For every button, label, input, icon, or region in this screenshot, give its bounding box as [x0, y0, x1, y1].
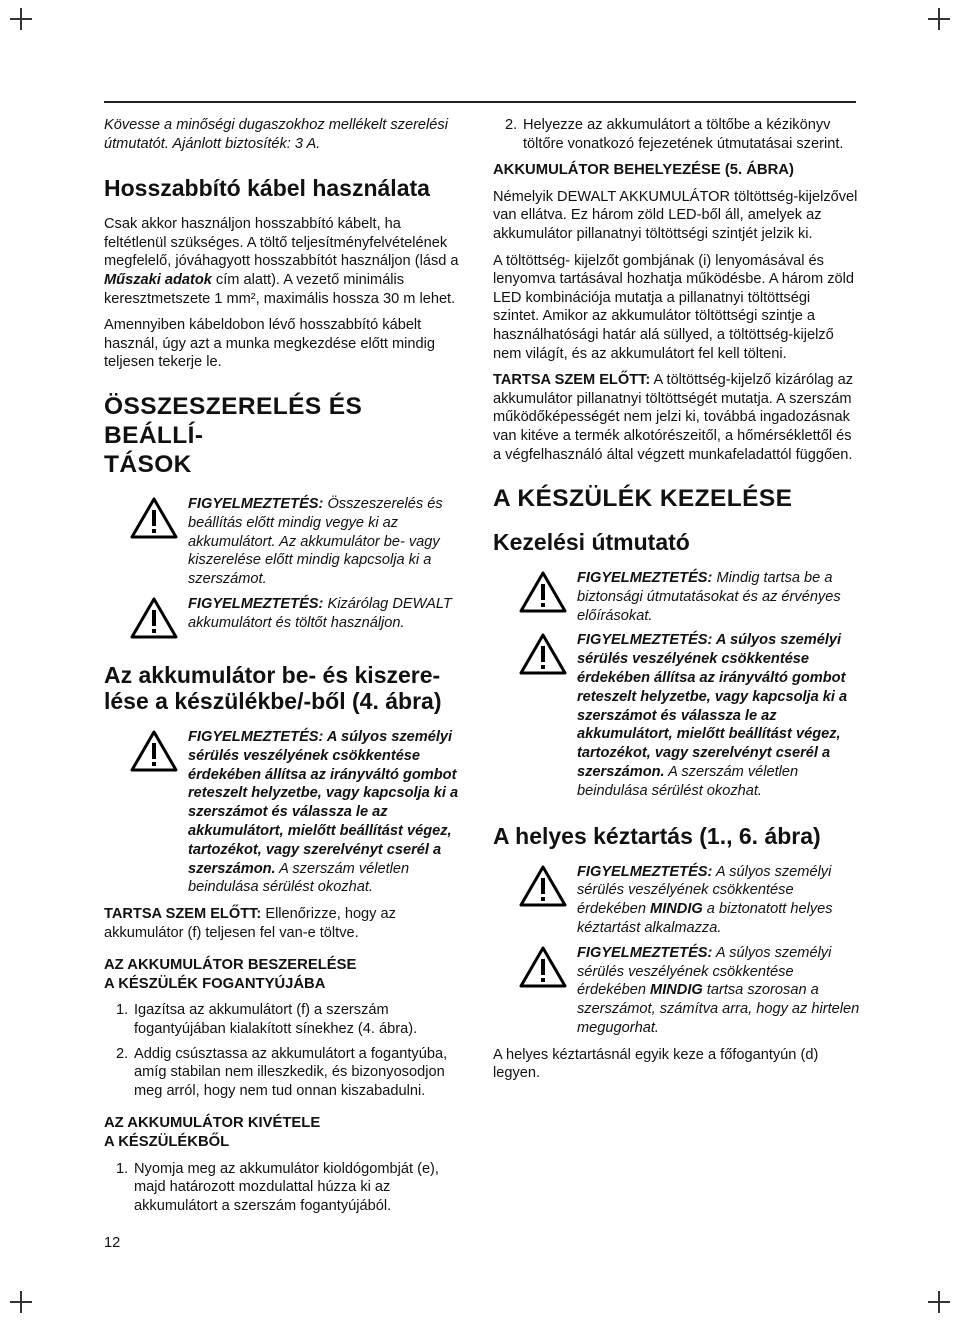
left-column [104, 116, 464, 1223]
grip-heading: A helyes kéztartás (1., 6. ábra) [493, 822, 821, 849]
list-item: 1. Nyomja meg az akkumulátor kioldógombját (e), majd határozott mozdulattal húzza ki az akkumulátort a szerszám fogantyújából. [116, 1160, 439, 1214]
warning-triangle-icon [493, 863, 577, 938]
list-item: 2. Addig csúsztassa az akkumulátort a fogantyúba, amíg stabilan nem illeszkedik, és bizonyosodjon meg arról, hogy nem tud onnan kiszabadulni. [116, 1045, 448, 1099]
warning-block-3: FIGYELMEZTETÉS: A súlyos személyi sérülés veszélyének csökkentése érdekében állítsa az irányváltó gombot reteszelt helyzetbe, vagy kapcsolja ki a szerszámot és válassza le az akkumulátort, mielőtt beállítást végez, tartozékot, vagy szerelvényt cserél a szerszámon. A szerszám véletlen beindulása sérülést okozhat. [104, 728, 464, 897]
fuel-gauge-heading: AKKUMULÁTOR BEHELYEZÉSE (5. ÁBRA) [493, 162, 794, 179]
right-column [493, 116, 860, 1091]
warning-triangle-icon [104, 495, 188, 589]
crop-mark-top-right [928, 8, 950, 30]
warning-block-1: FIGYELMEZTETÉS: Összeszerelés és beállítás előtt mindig vegye ki az akkumulátort. Az akkumulátor be- vagy kiszerelése előtt mindig kapcsolja ki a szerszámot. [104, 495, 464, 589]
extension-cable-paragraph-2: Amennyiben kábeldobon lévő hosszabbító kábelt használ, úgy azt a munka megkezdése előtt mindig teljesen tekerje le. [104, 317, 435, 371]
warning-block-6: FIGYELMEZTETÉS: A súlyos személyi sérülés veszélyének csökkentése érdekében MINDIG a biztonatott helyes kéztartást alkalmazza. [493, 863, 860, 938]
assembly-heading: ÖSSZESZERELÉS ÉS BEÁLLÍ- TÁSOK [104, 392, 363, 478]
intro-text: Kövesse a minőségi dugaszokhoz mellékelt szerelési útmutatót. Ajánlott biztosíték: 3 A. [104, 117, 448, 152]
instructions-heading: Kezelési útmutató [493, 529, 690, 556]
list-item: 1. Igazítsa az akkumulátort (f) a szerszám fogantyújában kialakított sínekhez (4. ábra). [116, 1002, 418, 1038]
warning-triangle-icon [493, 569, 577, 625]
remove-steps-list [104, 1160, 464, 1216]
crop-mark-top-left [10, 8, 32, 30]
fuel-gauge-paragraph-1: Némelyik DEWALT AKKUMULÁTOR töltöttség-kijelzővel van ellátva. Ez három zöld LED-ből áll, amelyek az akkumulátor pillanatnyi töltöttségi szintjét jelzik ki. [493, 188, 858, 242]
extension-cable-paragraph-1: Csak akkor használjon hosszabbító kábelt, ha feltétlenül szükséges. A töltő teljesítményfelvételének megfelelő, jóváhagyott hosszabbítót használjon (lásd a Műszaki adatok cím alatt). A vezető minimális keresztmetszete 1 mm², maximális hossza 30 m lehet. [104, 216, 459, 307]
page-number: 12 [104, 1235, 121, 1251]
warning-block-7: FIGYELMEZTETÉS: A súlyos személyi sérülés veszélyének csökkentése érdekében MINDIG tartsa szorosan a szerszámot, számítva arra, hogy az hirtelen megugorhat. [493, 944, 860, 1038]
grip-paragraph: A helyes kéztartásnál egyik keze a főfogantyún (d) legyen. [493, 1046, 819, 1082]
install-battery-heading: AZ AKKUMULÁTOR BESZERELÉSE A KÉSZÜLÉK FOGANTYÚJÁBA [104, 957, 357, 992]
header-rule [104, 101, 856, 103]
warning-triangle-icon [493, 631, 577, 800]
keep-in-mind-left: TARTSA SZEM ELŐTT: Ellenőrizze, hogy az akkumulátor (f) teljesen fel van-e töltve. [104, 906, 396, 941]
warning-triangle-icon [104, 595, 188, 644]
extension-cable-heading: Hosszabbító kábel használata [104, 175, 430, 202]
warning-triangle-icon [493, 944, 577, 1038]
battery-removal-heading: Az akkumulátor be- és kiszere- lése a készülékbe/-ből (4. ábra) [104, 661, 442, 714]
remove-battery-heading: AZ AKKUMULÁTOR KIVÉTELE A KÉSZÜLÉKBŐL [104, 1115, 321, 1151]
crop-mark-bottom-right [928, 1291, 950, 1313]
continued-steps-list [493, 116, 860, 153]
warning-block-4: FIGYELMEZTETÉS: Mindig tartsa be a biztonsági útmutatásokat és az érvényes előírásokat. [493, 569, 860, 625]
warning-block-5: FIGYELMEZTETÉS: A súlyos személyi sérülés veszélyének csökkentése érdekében állítsa az irányváltó gombot reteszelt helyzetbe, vagy kapcsolja ki a szerszámot és válassza le az akkumulátort, mielőtt beállítást végez, tartozékot, vagy szerelvényt cserél a szerszámon. A szerszám véletlen beindulása sérülést okozhat. [493, 631, 860, 800]
list-item: 2. Helyezze az akkumulátort a töltőbe a kézikönyv töltőre vonatkozó fejezetének útmutatásai szerint. [505, 117, 844, 152]
fuel-gauge-paragraph-2: A töltöttség- kijelzőt gombjának (i) lenyomásával és lenyomva tartásával hozhatja működésbe. A három zöld LED kombinációja mutatja a pillanatnyi töltöttségi szintet. Amikor az akkumulátor töltöttségi szintje a használhatósági határ alá süllyed, a töltöttség-kijelző nem világít, és az akkumulátort fel kell tölteni. [493, 252, 854, 362]
install-steps-list [104, 1001, 464, 1100]
keep-in-mind-right: TARTSA SZEM ELŐTT: A töltöttség-kijelző kizárólag az akkumulátor pillanatnyi töltöttségét mutatja. A szerszám működőképességét nem jelzi ki, továbbá ingadozásnak van kitéve a termék alkotórészeitől, a hőmérséklettől és a végfelhasználó által végzett munkafeladattól függően. [493, 372, 854, 463]
warning-triangle-icon [104, 728, 188, 897]
crop-mark-bottom-left [10, 1291, 32, 1313]
warning-block-2: FIGYELMEZTETÉS: Kizárólag DEWALT akkumulátort és töltőt használjon. [104, 595, 464, 644]
technical-data-reference: Műszaki adatok [104, 271, 212, 288]
operation-heading: A KÉSZÜLÉK KEZELÉSE [493, 485, 793, 513]
